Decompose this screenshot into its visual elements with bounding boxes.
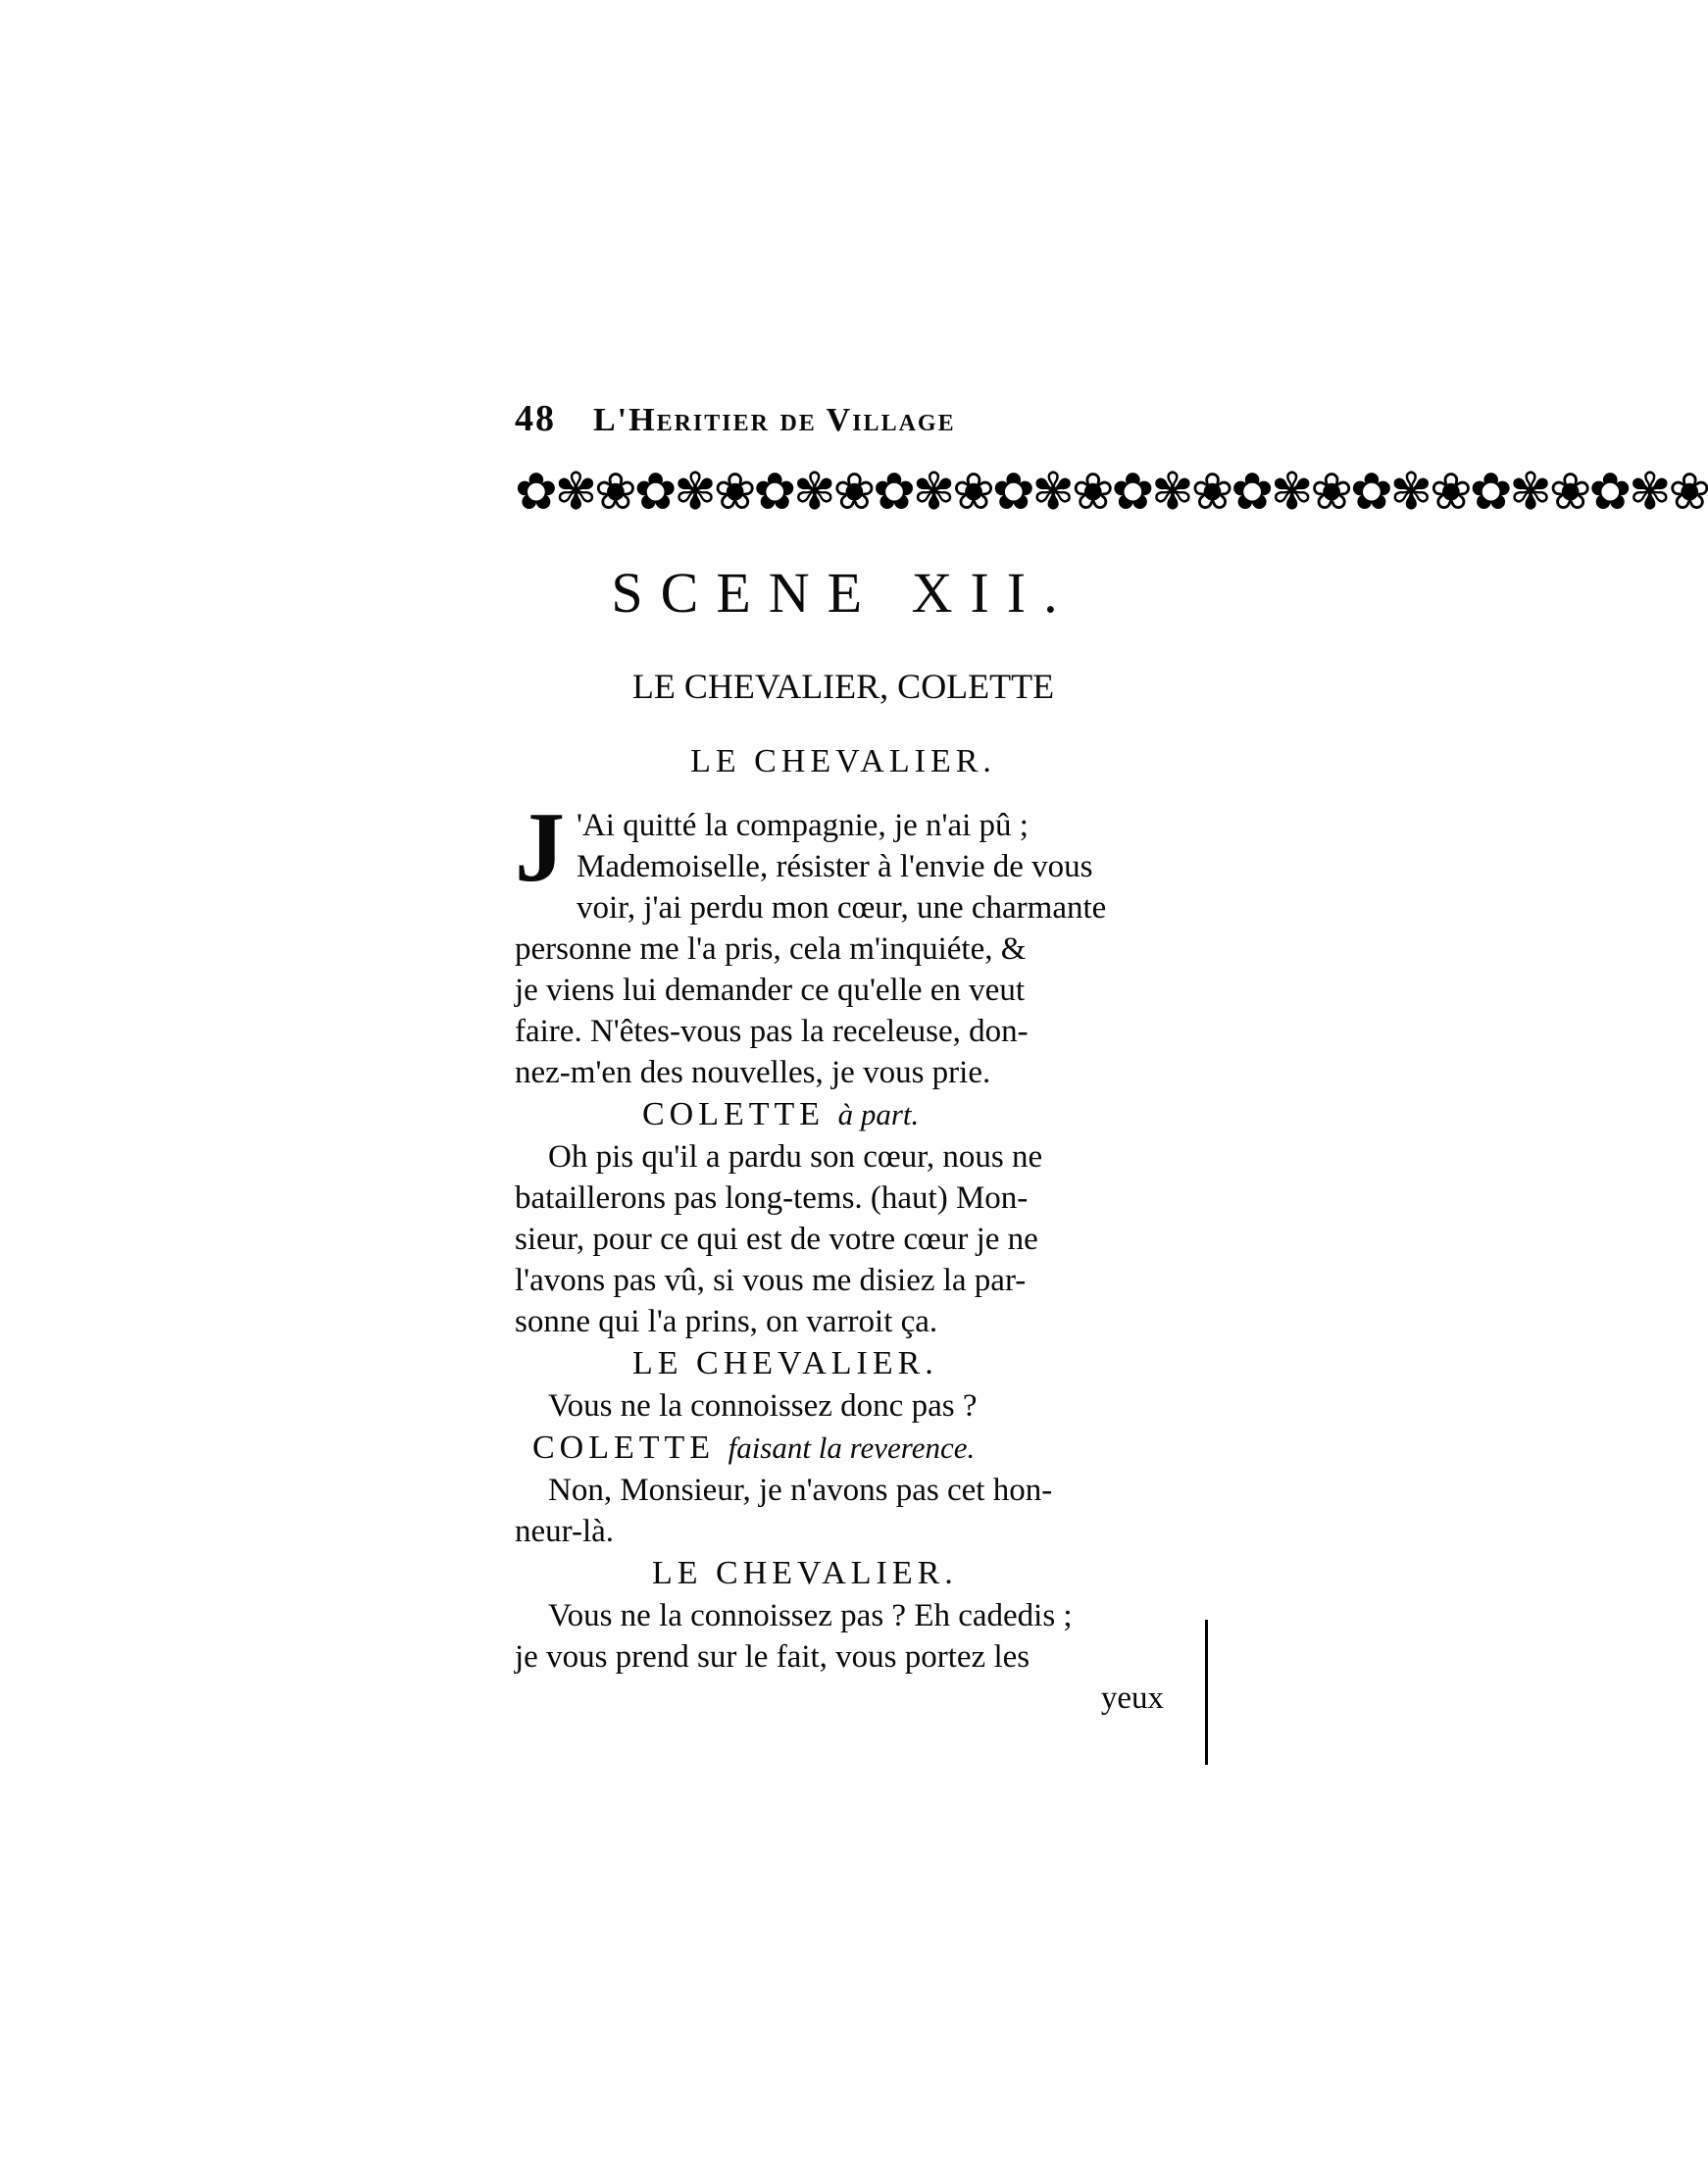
speech-line: je vous prend sur le fait, vous portez les xyxy=(515,1639,1030,1675)
speech-block xyxy=(515,792,1172,1093)
speech-block xyxy=(515,1385,1172,1427)
speaker-name: COLETTE xyxy=(532,1430,716,1466)
stage-direction: faisant la reverence. xyxy=(728,1430,976,1465)
speech-block xyxy=(515,1595,1172,1678)
speech-line: je viens lui demander ce qu'elle en veut xyxy=(515,973,1025,1008)
speech-line: bataillerons pas long-tems. (haut) Mon- xyxy=(515,1180,1029,1216)
drop-cap: J xyxy=(515,792,565,903)
speech-block xyxy=(515,1136,1172,1342)
speech-line: sieur, pour ce qui est de votre cœur je ne xyxy=(515,1222,1038,1257)
speech-line: Non, Monsieur, je n'avons pas cet hon- xyxy=(548,1473,1053,1508)
speech-line: neur-là. xyxy=(515,1514,615,1549)
scene-heading: SCENE XII. xyxy=(611,561,1076,625)
speech-block xyxy=(515,1470,1172,1552)
speaker-label: LE CHEVALIER. xyxy=(632,1345,938,1381)
speech-line: personne me l'a pris, cela m'inquiéte, & xyxy=(515,931,1027,967)
speech-line: voir, j'ai perdu mon cœur, une charmante xyxy=(577,890,1107,926)
running-head xyxy=(515,397,1172,446)
speech-line: Vous ne la connoissez pas ? Eh cadedis ; xyxy=(548,1598,1073,1633)
margin-rule xyxy=(1205,1620,1208,1765)
speech-line: l'avons pas vû, si vous me disiez la par- xyxy=(515,1263,1027,1298)
speech-line: 'Ai quitté la compagnie, je n'ai pû ; xyxy=(577,808,1029,843)
speech-line: faire. N'êtes-vous pas la receleuse, don- xyxy=(515,1014,1029,1049)
running-title: L'Heritier de Village xyxy=(593,402,956,438)
speaker-label xyxy=(515,1427,1172,1470)
speaker-label: LE CHEVALIER. xyxy=(690,743,996,779)
speech-line: Oh pis qu'il a pardu son cœur, nous ne xyxy=(548,1139,1043,1175)
speaker-label: LE CHEVALIER. xyxy=(652,1555,958,1591)
speech-line: Mademoiselle, résister à l'envie de vous xyxy=(577,849,1093,884)
speech-line: sonne qui l'a prins, on varroit ça. xyxy=(515,1304,938,1339)
stage-direction: à part. xyxy=(837,1097,920,1131)
scene-characters: LE CHEVALIER, COLETTE xyxy=(631,667,1055,706)
page-number: 48 xyxy=(515,398,556,439)
book-page xyxy=(515,397,1708,1719)
speech-line: Vous ne la connoissez donc pas ? xyxy=(548,1388,978,1424)
speech-line: nez-m'en des nouvelles, je vous prie. xyxy=(515,1055,991,1090)
speaker-name: COLETTE xyxy=(642,1096,826,1132)
catchword: yeux xyxy=(1100,1680,1164,1716)
speaker-label xyxy=(515,1093,1172,1136)
ornament-band: ✿✾❀✿✾❀✿✾❀✿✾❀✿✾❀✿✾❀✿✾❀✿✾❀✿✾❀✿✾❀ xyxy=(515,463,1708,522)
